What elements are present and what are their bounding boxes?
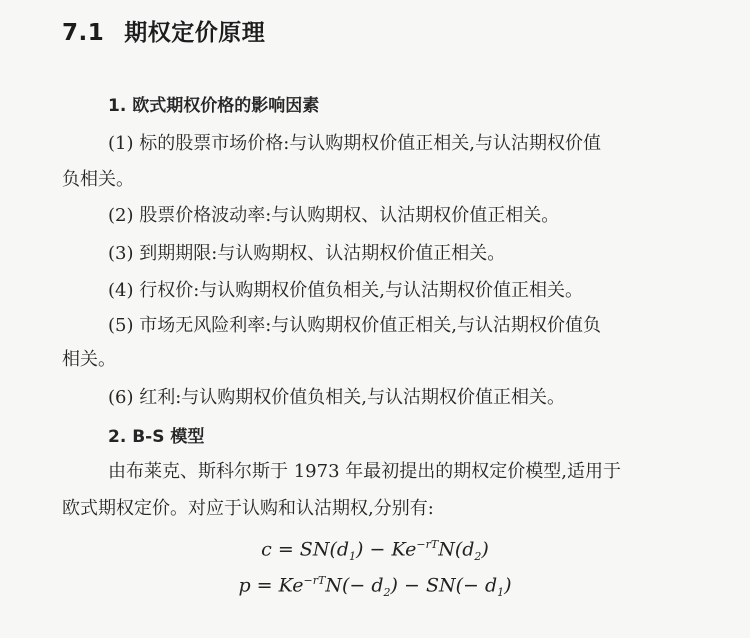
subsection-heading-factors: 1. 欧式期权价格的影响因素 [108, 96, 320, 116]
factor-item-4: (4) 行权价:与认购期权价值负相关,与认沽期权价值正相关。 [108, 280, 584, 301]
factor-item-1: (1) 标的股票市场价格:与认购期权价值正相关,与认沽期权价值 [108, 133, 602, 154]
bs-paragraph-cont: 欧式期权定价。对应于认购和认沽期权,分别有: [62, 498, 434, 519]
section-number: 7.1 [62, 20, 105, 46]
factor-item-2: (2) 股票价格波动率:与认购期权、认沽期权价值正相关。 [108, 205, 560, 226]
bs-paragraph: 由布莱克、斯科尔斯于 1973 年最初提出的期权定价模型,适用于 [108, 461, 621, 482]
factor-item-5: (5) 市场无风险利率:与认购期权价值正相关,与认沽期权价值负 [108, 315, 602, 336]
factor-item-6: (6) 红利:与认购期权价值负相关,与认沽期权价值正相关。 [108, 387, 566, 408]
section-title [62, 14, 265, 47]
put-price-formula: $p = Ke^{-rT}N(- d_2) - SN(- d_1)$ [238, 574, 512, 600]
subsection-heading-bs-model: 2. B-S 模型 [108, 427, 205, 447]
call-price-formula: $c = SN(d_1) - Ke^{-rT}N(d_2)$ [261, 538, 489, 564]
section-heading: 期权定价原理 [124, 20, 266, 46]
factor-item-3: (3) 到期期限:与认购期权、认沽期权价值正相关。 [108, 243, 506, 264]
factor-item-5-cont: 相关。 [62, 349, 116, 370]
factor-item-1-cont: 负相关。 [62, 169, 134, 190]
